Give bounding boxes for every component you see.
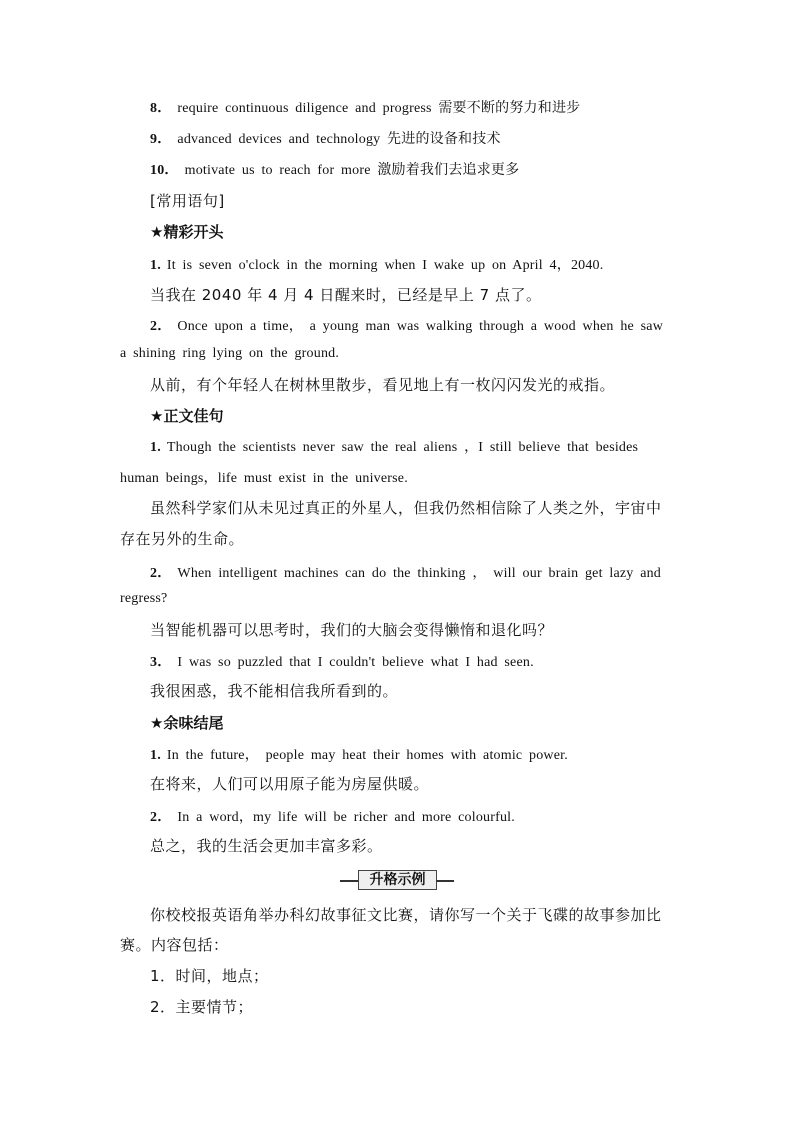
body-3-english [150,651,534,671]
body-1-english-line2: human beings，life must exist in the universe. [120,471,408,486]
banner-right-rule [436,880,454,882]
section-opening: ★精彩开头 [150,223,224,241]
phrase-10 [150,159,519,179]
opening-2-chinese: 从前，有个年轻人在树林里散步，看见地上有一枚闪闪发光的戒指。 [150,376,616,394]
body-1-chinese-line1: 虽然科学家们从未见过真正的外星人，但我仍然相信除了人类之外，宇宙中 [150,499,662,517]
task-prompt-line1: 你校校报英语角举办科幻故事征文比赛，请你写一个关于飞碟的故事参加比 [150,906,662,924]
task-item-1 [150,965,269,986]
phrase-number: 9． [150,132,172,147]
phrase-8 [150,97,580,117]
item-number: 3． [150,655,172,670]
phrase-text: require continuous diligence and progress 需要不断的努力和进步 [177,101,581,116]
phrase-number: 8． [150,101,172,116]
phrase-text: motivate us to reach for more 激励着我们去追求更多 [184,163,520,178]
item-number: 2． [150,319,172,334]
phrase-9 [150,128,501,148]
item-text: In the future， people may heat their homes with atomic power. [166,748,568,763]
body-2-chinese: 当智能机器可以思考时，我们的大脑会变得懒惰和退化吗？ [150,621,554,639]
task-prompt-line2: 赛。内容包括： [120,936,229,954]
item-number: 1. [150,258,161,273]
task-item-text: 主要情节； [175,998,254,1016]
opening-2-english-line2: a shining ring lying on the ground. [120,346,340,361]
section-ending: ★余味结尾 [150,714,224,732]
item-text: Though the scientists never saw the real aliens ，I still believe that besides [166,440,639,455]
ending-1-chinese: 在将来，人们可以用原子能为房屋供暖。 [150,775,430,793]
phrase-text: advanced devices and technology 先进的设备和技术 [177,132,501,147]
item-text: In a word，my life will be richer and more colourful. [177,810,515,825]
body-2-english-line2: regress? [120,591,168,606]
item-text: When intelligent machines can do the thinking ， will our brain get lazy and [177,566,662,581]
section-common-sentences: [常用语句] [150,192,225,210]
banner-label: 升格示例 [358,870,437,890]
body-3-chinese: 我很困惑，我不能相信我所看到的。 [150,682,399,700]
phrase-number: 10． [150,163,179,178]
ending-1-english [150,744,568,764]
section-banner [340,870,455,890]
item-number: 2． [150,566,172,581]
body-1-english-line1 [150,436,638,456]
item-text: It is seven o'clock in the morning when I wake up on April 4，2040. [166,258,604,273]
item-number: 1. [150,440,161,455]
opening-1-english [150,254,603,274]
item-number: 2． [150,810,172,825]
opening-2-english-line1 [150,315,663,335]
item-text: I was so puzzled that I couldn't believe what I had seen. [177,655,534,670]
item-number: 1. [150,748,161,763]
ending-2-chinese: 总之，我的生活会更加丰富多彩。 [150,837,383,855]
body-2-english-line1 [150,562,661,582]
item-text: Once upon a time， a young man was walking through a wood when he saw [177,319,664,334]
task-item-number: 2． [150,998,176,1016]
task-item-2 [150,996,253,1017]
task-item-number: 1． [150,967,176,985]
ending-2-english [150,806,515,826]
section-body: ★正文佳句 [150,407,224,425]
banner-left-rule [340,880,358,882]
opening-1-chinese: 当我在 2040 年 4 月 4 日醒来时，已经是早上 7 点了。 [150,286,542,304]
task-item-text: 时间，地点； [175,967,269,985]
body-1-chinese-line2: 存在另外的生命。 [120,530,245,548]
